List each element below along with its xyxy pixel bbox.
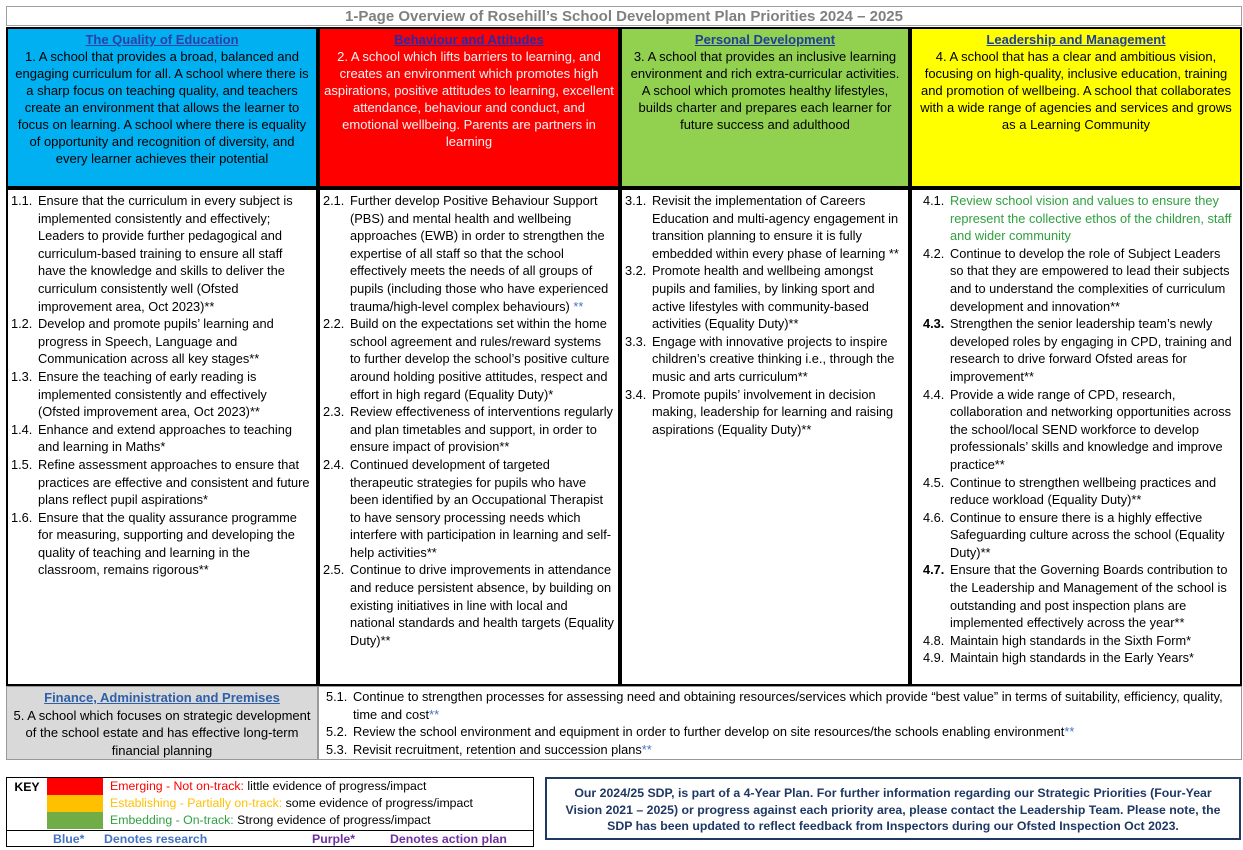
item-number: 3.2. bbox=[625, 263, 647, 279]
item-text: Enhance and extend approaches to teaching and learning in Maths* bbox=[38, 421, 293, 455]
item-number: 4.4. bbox=[923, 386, 945, 402]
finance-actions bbox=[318, 686, 1242, 760]
item-text: Review school vision and values to ensure they represent the collective ethos of the children, staff and wider community bbox=[950, 193, 1232, 244]
item-number: 4.5. bbox=[923, 474, 945, 490]
list-item bbox=[11, 456, 312, 509]
status-swatch bbox=[47, 812, 103, 829]
list-item bbox=[11, 509, 312, 579]
status-desc: Strong evidence of progress/impact bbox=[233, 813, 431, 827]
item-number: 1.1. bbox=[11, 193, 33, 208]
personal-header bbox=[620, 27, 910, 188]
key-marker-row bbox=[7, 830, 533, 847]
list-item bbox=[625, 262, 904, 332]
key-label: KEY bbox=[14, 780, 40, 794]
item-number: 4.1. bbox=[923, 193, 945, 208]
list-item bbox=[323, 315, 614, 403]
list-item bbox=[625, 386, 904, 439]
item-number: 1.5. bbox=[11, 456, 33, 472]
key-row-text bbox=[110, 795, 473, 812]
item-body: Further develop Positive Behaviour Support (PBS) and mental health and wellbeing approaches (EWB) in order to strengthen the expertise of all staff so that the school effectively meets the needs of all groups of pupils (including those who have experienced trauma/high-level complex behaviours) bbox=[350, 193, 609, 314]
blue-marker: Blue* bbox=[53, 832, 85, 846]
page-title: 1-Page Overview of Rosehill’s School Development Plan Priorities 2024 – 2025 bbox=[6, 6, 1242, 26]
status-label: Embedding - On-track: bbox=[110, 813, 234, 827]
item-text: Continue to ensure there is a highly effective Safeguarding culture across the school (Equality Duty)** bbox=[950, 509, 1225, 560]
leadership-heading[interactable]: Leadership and Management bbox=[986, 32, 1166, 47]
item-number: 1.6. bbox=[11, 509, 33, 525]
status-swatch bbox=[47, 795, 103, 812]
list-item bbox=[11, 315, 312, 368]
list-item bbox=[11, 368, 312, 421]
list-item bbox=[323, 561, 614, 649]
list-item bbox=[923, 649, 1236, 667]
item-text: Ensure that the quality assurance programme for measuring, supporting and developing the quality of teaching and learning in the classroom, remains rigorous** bbox=[38, 509, 297, 578]
status-label: Emerging - Not on-track: bbox=[110, 779, 244, 793]
list-item bbox=[625, 192, 904, 262]
item-number: 5.3. bbox=[326, 741, 348, 757]
item-body: Review the school environment and equipment in order to further develop on site resources/the schools enabling environment bbox=[353, 724, 1065, 739]
key-row-embedding bbox=[47, 812, 533, 829]
item-number: 1.2. bbox=[11, 316, 33, 332]
item-text: Promote pupils’ involvement in decision making, leadership for learning and raising aspirations (Equality Duty)** bbox=[652, 386, 894, 437]
key-legend bbox=[6, 777, 534, 847]
key-row-establishing bbox=[47, 795, 533, 812]
quality-actions bbox=[6, 188, 318, 686]
list-item bbox=[323, 192, 614, 315]
finance-statement: 5. A school which focuses on strategic development of the school estate and has effective long-term financial planning bbox=[13, 707, 311, 758]
item-text bbox=[353, 723, 1237, 741]
item-number: 1.3. bbox=[11, 368, 33, 384]
research-marker: ** bbox=[1064, 724, 1075, 739]
list-item bbox=[923, 561, 1236, 631]
list-item bbox=[923, 386, 1236, 474]
item-number: 4.3. bbox=[923, 316, 945, 332]
item-number: 4.6. bbox=[923, 509, 945, 525]
personal-actions bbox=[620, 188, 910, 686]
item-text: Engage with innovative projects to inspire children’s creative thinking i.e., through the music and arts curriculum** bbox=[652, 333, 895, 384]
list-item bbox=[323, 403, 614, 456]
list-item bbox=[326, 741, 1237, 759]
list-item bbox=[923, 632, 1236, 650]
item-number: 2.5. bbox=[323, 562, 345, 578]
item-number: 5.1. bbox=[326, 689, 348, 704]
list-item bbox=[11, 192, 312, 315]
item-text: Continued development of targeted therapeutic strategies for pupils who have been identified by an Occupational Therapist to have sensory processing needs which interfere with participation in learning and self-help activities** bbox=[350, 456, 612, 560]
status-swatch bbox=[47, 778, 103, 795]
key-row-emerging bbox=[47, 778, 533, 795]
item-number: 1.4. bbox=[11, 421, 33, 437]
item-number: 2.4. bbox=[323, 456, 345, 472]
leadership-header bbox=[910, 27, 1242, 188]
purple-desc: Denotes action plan bbox=[390, 832, 507, 846]
leadership-statement: 4. A school that has a clear and ambitious vision, focusing on high-quality, inclusive education, training and promotion of wellbeing. A school that collaborates with a wide range of agencies and services and grows as a Learning Community bbox=[920, 49, 1232, 132]
research-marker: ** bbox=[641, 741, 652, 757]
item-number: 5.2. bbox=[326, 724, 348, 739]
item-text: Continue to drive improvements in attendance and reduce persistent absence, by building on existing initiatives in line with local and national standards and health targets (Equality Duty)** bbox=[350, 562, 614, 648]
list-item bbox=[923, 509, 1236, 562]
plan-note: Our 2024/25 SDP, is part of a 4-Year Plan. For further information regarding our Strategic Priorities (Four-Year Vision 2021 – 2025) or progress against each priority area, please contact the Leadership Team. Please note, the SDP has been updated to reflect feedback from Inspectors during our Ofsted Inspection Oct 2023. bbox=[545, 777, 1241, 840]
blue-desc: Denotes research bbox=[104, 832, 208, 846]
list-item bbox=[11, 421, 312, 456]
item-text: Refine assessment approaches to ensure that practices are effective and consistent and future plans reflect pupil aspirations* bbox=[38, 456, 310, 508]
personal-heading[interactable]: Personal Development bbox=[694, 32, 836, 47]
list-item bbox=[326, 723, 1237, 741]
item-text: Maintain high standards in the Sixth Form* bbox=[950, 632, 1192, 648]
research-marker: ** bbox=[573, 298, 584, 314]
item-number: 2.3. bbox=[323, 404, 345, 420]
list-item bbox=[923, 192, 1236, 245]
behaviour-actions bbox=[318, 188, 620, 686]
list-item bbox=[923, 315, 1236, 385]
item-body: Continue to strengthen processes for assessing need and obtaining resources/services which provide “best value” in terms of suitability, efficiency, quality, time and cost bbox=[353, 689, 1223, 722]
item-number: 2.2. bbox=[323, 316, 345, 332]
finance-heading[interactable]: Finance, Administration and Premises bbox=[44, 690, 280, 705]
item-number: 4.9. bbox=[923, 650, 945, 666]
item-text: Build on the expectations set within the home school agreement and rules/reward systems to further develop the school’s positive culture around holding positive attitudes, respect and effort in high regard (Equality Duty)* bbox=[350, 316, 610, 402]
list-item bbox=[923, 474, 1236, 509]
status-desc: little evidence of progress/impact bbox=[243, 779, 427, 793]
quality-statement: 1. A school that provides a broad, balanced and engaging curriculum for all. A school where there is a sharp focus on teaching quality, and teachers create an environment that allows the learner to focus on learning. A school where there is equality of opportunity and recognition of diversity, and every learner achieves their potential bbox=[15, 49, 309, 166]
item-text: Review effectiveness of interventions regularly and plan timetables and support, in order to ensure impact of provision** bbox=[350, 404, 613, 455]
item-number: 3.4. bbox=[625, 386, 647, 402]
quality-heading[interactable]: The Quality of Education bbox=[85, 32, 239, 47]
item-text bbox=[350, 192, 614, 315]
quality-header bbox=[6, 27, 318, 188]
list-item bbox=[323, 456, 614, 562]
list-item bbox=[326, 688, 1237, 723]
item-text: Maintain high standards in the Early Years* bbox=[950, 650, 1195, 666]
item-number: 4.7. bbox=[923, 562, 945, 578]
item-text: Promote health and wellbeing amongst pupils and families, by linking sport and active lifestyles with community-based activities (Equality Duty)** bbox=[652, 263, 875, 332]
item-text bbox=[353, 741, 1237, 759]
item-text: Ensure that the curriculum in every subject is implemented consistently and effectively; Leaders to provide further pedagogical and curriculum-based training to ensure all staff have the knowledge and skills to deliver the curriculum consistently well (Ofsted improvement area, Oct 2023)** bbox=[38, 193, 293, 314]
item-text: Provide a wide range of CPD, research, collaboration and networking opportunities across the school/local SEND workforce to develop professionals’ skills and knowledge and improve practice** bbox=[950, 386, 1231, 472]
item-number: 3.3. bbox=[625, 333, 647, 349]
list-item bbox=[625, 333, 904, 386]
list-item bbox=[923, 245, 1236, 315]
key-row-text bbox=[110, 812, 431, 829]
research-marker: ** bbox=[429, 706, 440, 722]
behaviour-statement: 2. A school which lifts barriers to learning, and creates an environment which promotes high aspirations, positive attitudes to learning, excellent attendance, behaviour and conduct, and emotional wellbeing. Parents are partners in learning bbox=[324, 49, 614, 149]
item-number: 2.1. bbox=[323, 193, 345, 208]
status-label: Establishing - Partially on-track: bbox=[110, 796, 283, 810]
leadership-actions bbox=[910, 188, 1242, 686]
item-text: Continue to strengthen wellbeing practices and reduce workload (Equality Duty)** bbox=[950, 474, 1217, 508]
item-number: 4.2. bbox=[923, 245, 945, 261]
item-body: Revisit recruitment, retention and succession plans bbox=[353, 741, 642, 757]
item-text: Develop and promote pupils’ learning and progress in Speech, Language and Communication across all key stages** bbox=[38, 316, 274, 367]
purple-marker: Purple* bbox=[312, 832, 356, 846]
item-number: 4.8. bbox=[923, 632, 945, 648]
item-text: Continue to develop the role of Subject Leaders so that they are empowered to lead their subjects and to understand the complexities of curriculum development and innovation** bbox=[950, 245, 1230, 314]
item-text: Strengthen the senior leadership team’s newly developed roles by engaging in CPD, training and research to drive forward Ofsted areas for improvement** bbox=[950, 316, 1232, 384]
item-text bbox=[353, 688, 1237, 723]
item-text: Ensure the teaching of early reading is implemented consistently and effectively (Ofsted improvement area, Oct 2023)** bbox=[38, 368, 267, 420]
behaviour-header bbox=[318, 27, 620, 188]
personal-statement: 3. A school that provides an inclusive learning environment and rich extra-curricular activities. A school which promotes healthy lifestyles, builds charter and prepares each learner for future success and adulthood bbox=[630, 49, 900, 132]
behaviour-heading[interactable]: Behaviour and Attitudes bbox=[394, 32, 544, 47]
status-desc: some evidence of progress/impact bbox=[282, 796, 473, 810]
item-text: Revisit the implementation of Careers Education and multi-agency engagement in transition planning to ensure it is fully embedded within every phase of learning ** bbox=[652, 193, 899, 261]
item-text: Ensure that the Governing Boards contribution to the Leadership and Management of the school is outstanding and post inspection plans are implemented effectively across the year** bbox=[950, 562, 1228, 631]
key-row-text bbox=[110, 778, 426, 795]
finance-header bbox=[6, 686, 318, 760]
item-number: 3.1. bbox=[625, 193, 647, 208]
